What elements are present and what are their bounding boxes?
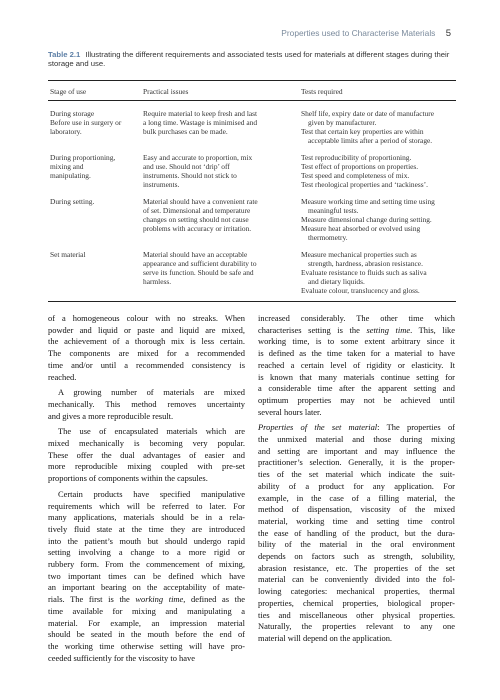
text-line: lowing categories: mechanical properties, thermal xyxy=(258,586,455,597)
text-line: working time, is to some extent arbitrary since it xyxy=(258,336,455,347)
cell-line: of set. Dimensional and temperature xyxy=(143,206,251,215)
cell-line: harmless. xyxy=(143,277,172,286)
text-line: and setting are important and may influence the xyxy=(258,445,455,456)
caption-line: Illustrating the different requirements and associated tests used for materials at different stages during their xyxy=(85,50,450,59)
text-line: two important times can be defined which have xyxy=(48,570,245,581)
cell-line: strength, hardness, abrasion resistance. xyxy=(308,259,423,268)
text-line: ties and miscellaneous other physical properties. xyxy=(258,609,455,620)
table-row xyxy=(48,145,456,189)
text-line: bility of the material in the oral environment xyxy=(258,539,455,550)
text-line: the working time otherwise setting will have pro- xyxy=(48,640,245,651)
text-line: the achievement of a thorough mix is less certain. xyxy=(48,336,245,347)
text-line: abrasion resistance, etc. The properties of the set xyxy=(258,562,455,573)
table-row xyxy=(48,242,456,302)
cell-line: Evaluate resistance to fluids such as saliva xyxy=(301,268,427,277)
emphasis: Properties of the set material xyxy=(258,422,378,433)
text-line: method of dispensation, viscosity of the mixed xyxy=(258,504,455,515)
cell-line: problems with accuracy or irritation. xyxy=(143,224,252,233)
cell-line: Set material xyxy=(50,250,86,259)
column-header: Tests required xyxy=(299,81,456,101)
issues-cell xyxy=(141,189,299,242)
cell-line: Material should have an acceptable xyxy=(143,250,248,259)
text-line: The components are mixed for a recommended xyxy=(48,348,245,359)
text-line: material can be conveniently divided into the fol- xyxy=(258,574,455,585)
cell-line: and use. Should not ‘drip’ off xyxy=(143,162,230,171)
text-line: The use of encapsulated materials which are xyxy=(58,426,245,437)
cell-line: bulk purchases can be made. xyxy=(143,127,228,136)
paragraph xyxy=(48,387,245,422)
text-line: more reproducible mixing coupled with pre-set xyxy=(48,461,245,472)
cell-line: Measure dimensional change during setting. xyxy=(301,215,432,224)
text-line: several hours later. xyxy=(258,406,322,417)
cell-line: Shelf life, expiry date or date of manufacture xyxy=(301,109,434,118)
column-header: Practical issues xyxy=(141,81,299,101)
issues-cell xyxy=(141,101,299,146)
text-line: is known that many materials continue setting for xyxy=(258,371,455,382)
text-line: characterises setting is the setting time. This, like xyxy=(258,324,456,335)
cell-line: Easy and accurate to proportion, mix xyxy=(143,153,253,162)
text-line: the ease of handling of the product, but the dura- xyxy=(258,527,455,538)
text-line: tively fluid state at the time they are introduced xyxy=(48,523,245,534)
table-caption xyxy=(48,50,456,69)
cell-line: Test effect of proportions on properties. xyxy=(301,162,419,171)
body-column-left xyxy=(48,313,245,668)
text-line: example, in the case of a filling material, the xyxy=(258,492,455,503)
text-line: properties, chemical properties, biological proper- xyxy=(258,597,455,608)
cell-line: Measure heat absorbed or evolved using xyxy=(301,224,421,233)
cell-line: During setting. xyxy=(50,197,95,206)
column-header: Stage of use xyxy=(48,81,141,101)
body-column-right xyxy=(258,313,455,649)
cell-line: Measure mechanical properties such as xyxy=(301,250,417,259)
cell-line: manipulating. xyxy=(50,171,91,180)
text-line: Properties of the set material: The properties of xyxy=(258,422,455,433)
issues-cell xyxy=(141,242,299,302)
issues-cell xyxy=(141,145,299,189)
paragraph xyxy=(258,422,455,644)
text-line: depends on factors such as strength, solubility, xyxy=(258,551,455,562)
cell-line: During storage xyxy=(50,109,95,118)
cell-line: meaningful tests. xyxy=(308,206,359,215)
text-line: reached a certain level of rigidity or elasticity. It xyxy=(258,359,455,370)
text-line: mixed mechanically is becoming very popular. xyxy=(48,438,245,449)
text-line: time available for mixing and manipulating a xyxy=(48,605,245,616)
text-line: optimum properties may not be achieved until xyxy=(258,394,455,405)
stage-cell xyxy=(48,242,141,302)
text-line: a considerable time after the apparent setting and xyxy=(258,383,455,394)
text-line: ceeded sufficiently for the viscosity to have xyxy=(48,652,195,663)
caption-line: storage and use. xyxy=(48,59,106,69)
requirements-table xyxy=(48,80,456,302)
emphasis: setting time xyxy=(366,324,411,335)
text-line: and gives a more reproducible result. xyxy=(48,410,174,421)
table-header-row xyxy=(48,81,456,101)
table-row xyxy=(48,101,456,146)
emphasis: working time xyxy=(135,594,184,605)
text-line: setting involving a change to a more rigid or xyxy=(48,547,245,558)
cell-line: Evaluate colour, translucency and gloss. xyxy=(301,286,420,295)
text-line: into the patient’s mouth but should undergo rapid xyxy=(48,535,245,546)
text-line: ability of a product for any application. For xyxy=(258,480,455,491)
paragraph xyxy=(48,426,245,485)
text-line: powder and liquid or paste and liquid are mixed, xyxy=(48,324,245,335)
text-line: material will depend on the application. xyxy=(258,632,393,643)
tests-cell xyxy=(299,145,456,189)
cell-line: Test speed and completeness of mix. xyxy=(301,171,410,180)
text-line: material, working time and setting time control xyxy=(258,515,455,526)
stage-cell xyxy=(48,189,141,242)
running-header xyxy=(0,28,451,42)
cell-line: laboratory. xyxy=(50,127,82,136)
text-line: many applications, materials should be in a rela- xyxy=(48,512,245,523)
cell-line: mixing and xyxy=(50,162,84,171)
text-line: material. For example, an impression material xyxy=(48,617,245,628)
text-line: proportions of components within the capsules. xyxy=(48,473,208,484)
stage-cell xyxy=(48,145,141,189)
running-title: Properties used to Characterise Materials xyxy=(281,28,436,38)
cell-line: given by manufacturer. xyxy=(308,118,377,127)
text-line: Naturally, the properties relevant to any one xyxy=(258,621,455,632)
text-line: time and/or until a recommended consistency is xyxy=(48,359,245,370)
text-line: Certain products have specified manipulative xyxy=(58,488,245,499)
paragraph xyxy=(258,313,455,418)
cell-line: serve its function. Should be safe and xyxy=(143,268,254,277)
text-line: requirements which will be referred to later. For xyxy=(48,500,245,511)
tests-cell xyxy=(299,101,456,146)
text-line: is defined as the time taken for a material to have xyxy=(258,348,455,359)
cell-line: thermometry. xyxy=(308,233,348,242)
stage-cell xyxy=(48,101,141,146)
cell-line: Test rheological properties and ‘tackiness’. xyxy=(301,180,428,189)
tests-cell xyxy=(299,242,456,302)
tests-cell xyxy=(299,189,456,242)
table-row xyxy=(48,189,456,242)
cell-line: During proportioning, xyxy=(50,153,116,162)
cell-line: Require material to keep fresh and last xyxy=(143,109,258,118)
cell-line: instruments. xyxy=(143,180,180,189)
cell-line: appearance and sufficient durability to xyxy=(143,259,257,268)
text-line: rubbery form. From the commencement of mixing, xyxy=(48,559,245,570)
text-line: the unmixed material and those during mixing xyxy=(258,434,455,445)
paragraph xyxy=(48,313,245,383)
text-line: should be seated in the mouth before the end of xyxy=(48,629,245,640)
paragraph xyxy=(48,489,245,665)
cell-line: Measure working time and setting time using xyxy=(301,197,435,206)
text-line: mechanically. This method removes uncertainty xyxy=(48,398,245,409)
text-line: These offer the dual advantages of easier and xyxy=(48,449,245,460)
cell-line: changes on setting should not cause xyxy=(143,215,249,224)
text-line: rials. The first is the working time, defined as the xyxy=(48,594,245,605)
text-line: an important bearing on the acceptability of mate- xyxy=(48,582,245,593)
cell-line: acceptable limits after a period of storage. xyxy=(308,136,433,145)
page-number: 5 xyxy=(445,28,451,39)
text-line: practitioner’s selection. Generally, it is the proper- xyxy=(258,457,455,468)
cell-line: Before use in surgery or xyxy=(50,118,122,127)
cell-line: Test reproducibility of proportioning. xyxy=(301,153,412,162)
cell-line: Material should have a convenient rate xyxy=(143,197,258,206)
text-line: reached. xyxy=(48,371,77,382)
cell-line: and dietary liquids. xyxy=(308,277,365,286)
cell-line: a long time. Wastage is minimised and xyxy=(143,118,258,127)
text-line: of a homogeneous colour with no streaks. When xyxy=(48,313,245,323)
text-line: ties of the set material which indicate the suit- xyxy=(258,469,455,480)
table-label: Table 2.1 xyxy=(48,50,81,59)
cell-line: instruments. Should not stick to xyxy=(143,171,237,180)
cell-line: Test that certain key properties are within xyxy=(301,127,424,136)
text-line: A growing number of materials are mixed xyxy=(58,387,245,398)
text-line: increased considerably. The other time which xyxy=(258,313,455,323)
